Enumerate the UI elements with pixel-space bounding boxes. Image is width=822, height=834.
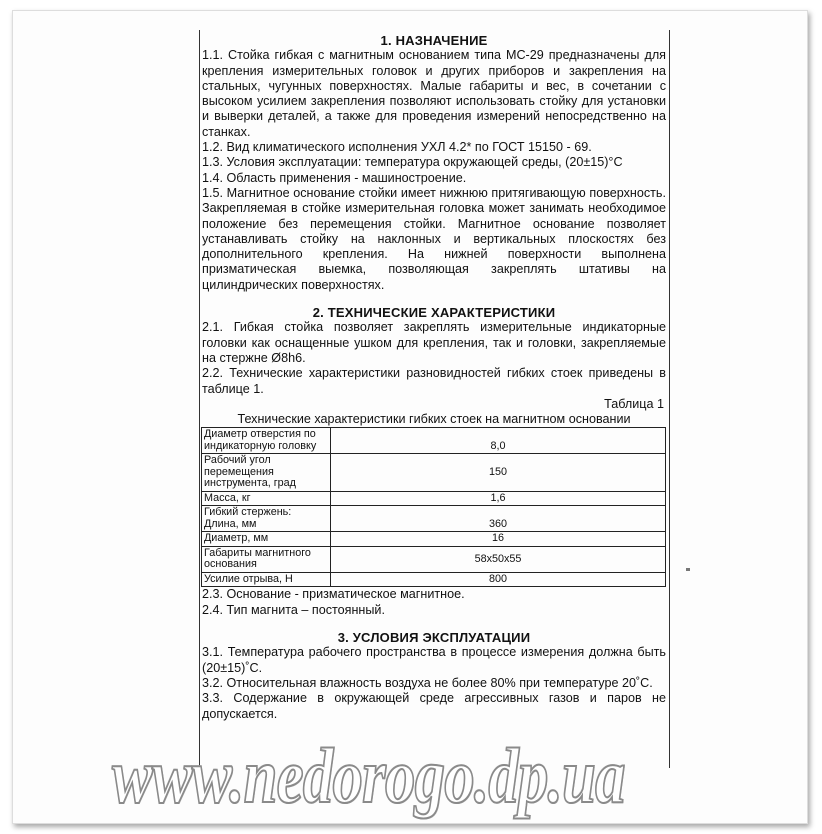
paragraph-2-4: 2.4. Тип магнита – постоянный. [202, 602, 385, 617]
table-row [202, 428, 666, 454]
table-cell-label: Масса, кг [202, 491, 331, 506]
table-row [202, 506, 666, 532]
table-cell-value: 1,6 [331, 491, 666, 506]
table-number: Таблица 1 [604, 396, 664, 411]
paragraph-3-2: 3.2. Относительная влажность воздуха не более 80% при температуре 20˚С. [202, 675, 653, 690]
table-cell-label [202, 506, 331, 532]
table-row [202, 454, 666, 492]
paragraph-3-3: 3.3. Содержание в окружающей среде агрессивных газов и паров не допускается. [202, 691, 666, 721]
paragraph-1-2: 1.2. Вид климатического исполнения УХЛ 4.2* по ГОСТ 15150 - 69. [202, 140, 592, 155]
table-cell-label: Усилие отрыва, Н [202, 572, 331, 587]
table-row [202, 572, 666, 587]
paragraph-1-3: 1.3. Условия эксплуатации: температура окружающей среды, (20±15)°С [202, 155, 623, 170]
table-row [202, 532, 666, 547]
table-sub-label: Длина, мм [204, 517, 257, 530]
paragraph-2-3: 2.3. Основание - призматическое магнитное. [202, 587, 465, 602]
scan-speck [686, 568, 690, 571]
table-group-label: Гибкий стержень: [204, 506, 292, 519]
table-row [202, 491, 666, 506]
paragraph-1-5: 1.5. Магнитное основание стойки имеет нижнюю притягивающую поверхность. Закрепляемая в стойке измерительная головка может занимать необходимое положение без перемещения стойки. Магнитное основание позволяет устанавливать стойку на наклонных и вертикальных плоскостях без дополнительного крепления. На нижней поверхности выполнена призматическая выемка, позволяющая закреплять штативы на цилиндрических поверхностях. [202, 185, 666, 292]
table-cell-value: 150 [331, 454, 666, 492]
document-content [202, 33, 666, 722]
section-2-title: 2. ТЕХНИЧЕСКИЕ ХАРАКТЕРИСТИКИ [312, 305, 556, 321]
table-cell-value: 800 [331, 572, 666, 587]
specs-table [201, 427, 666, 587]
paragraph-1-1: 1.1. Стойка гибкая с магнитным основанием типа МС-29 предназначены для крепления измерительных головок и других приборов и закрепления на стальных, чугунных поверхностях. Малые габариты и вес, в сочетании с высоком усилием закрепления позволяют использовать стойку для установки и выверки деталей, а также для проведения измерений непосредственно на станках. [202, 48, 666, 139]
table-caption: Технические характеристики гибких стоек на магнитном основании [237, 412, 631, 427]
section-1-title: 1. НАЗНАЧЕНИЕ [380, 33, 488, 48]
section-3-title: 3. УСЛОВИЯ ЭКСПЛУАТАЦИИ [337, 630, 531, 646]
table-cell-value: 8,0 [331, 428, 666, 454]
table-cell-label: Диаметр отверстия по индикаторную головку [202, 428, 331, 454]
table-row [202, 546, 666, 572]
paragraph-2-2: 2.2. Технические характеристики разновидностей гибких стоек приведены в таблице 1. [202, 366, 666, 396]
table-cell-label: Габариты магнитного основания [202, 546, 331, 572]
paragraph-2-1: 2.1. Гибкая стойка позволяет закреплять измерительные индикаторные головки как оснащенные ушком для крепления, так и головки, закрепляемые на стержне Ø8h6. [202, 320, 666, 365]
table-cell-label: Рабочий угол перемещения инструмента, град [202, 454, 331, 492]
paragraph-3-1: 3.1. Температура рабочего пространства в процессе измерения должна быть (20±15)˚С. [202, 645, 666, 675]
table-cell-value: 360 [331, 506, 666, 532]
table-cell-value: 16 [331, 532, 666, 547]
paragraph-1-4: 1.4. Область применения - машиностроение. [202, 170, 467, 185]
table-cell-value: 58х50х55 [331, 546, 666, 572]
site-watermark: www.nedorogo.dp.ua [112, 732, 625, 819]
table-cell-label: Диаметр, мм [202, 532, 331, 547]
